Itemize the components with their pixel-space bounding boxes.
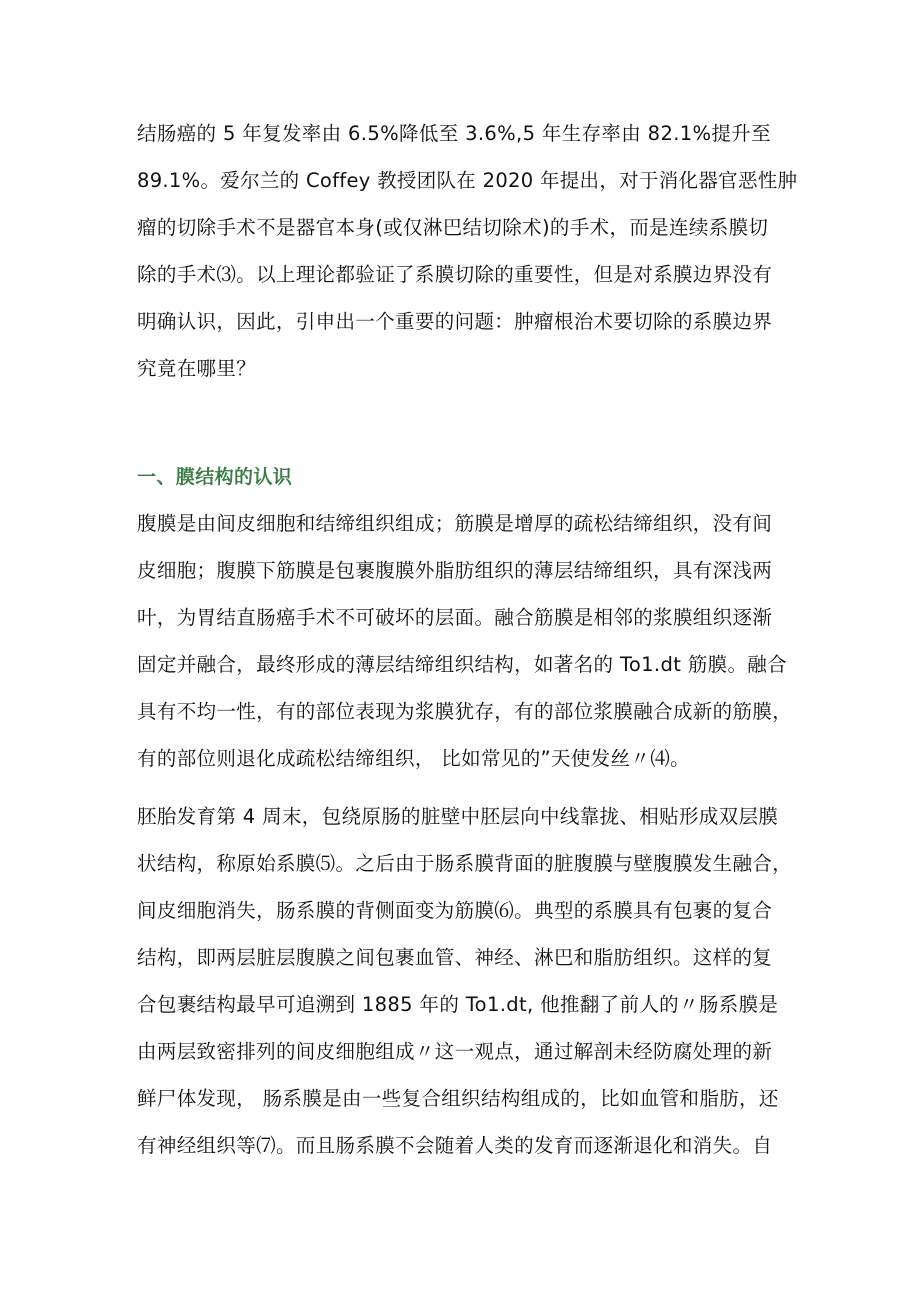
text-line: 鲜尸体发现， 肠系膜是由一些复合组织结构组成的，比如血管和脂肪，还 [137,1087,779,1110]
text-line: 固定并融合，最终形成的薄层结缔组织结构，如著名的 To1.dt 筋膜。融合 [137,653,788,676]
text-line: 皮细胞；腹膜下筋膜是包裹腹膜外脂肪组织的薄层结缔组织，具有深浅两 [137,559,773,582]
text-line: 由两层致密排列的间皮细胞组成〃这一观点，通过解剖未经防腐处理的新 [137,1040,773,1063]
paragraph-membrane-definitions [137,500,797,782]
text-line: 明确认识，因此，引申出一个重要的问题：肿瘤根治术要切除的系膜边界 [137,310,773,333]
text-line: 胚胎发育第 4 周末，包绕原肠的脏壁中胚层向中线靠拢、相贴形成双层膜 [137,805,779,828]
text-line: 具有不均一性，有的部位表现为浆膜犹存，有的部位浆膜融合成新的筋膜， [137,700,793,723]
text-line: 瘤的切除手术不是器官本身(或仅淋巴结切除术)的手术，而是连续系膜切 [137,216,769,239]
paragraph-embryology [137,793,797,1169]
text-line: 间皮细胞消失，肠系膜的背侧面变为筋膜⑹。典型的系膜具有包裹的复合 [137,899,773,922]
text-line: 有的部位则退化成疏松结缔组织， 比如常见的”天使发丝〃⑷。 [137,747,690,770]
text-line: 腹膜是由间皮细胞和结缔组织组成；筋膜是增厚的疏松结缔组织，没有间 [137,512,773,535]
text-line: 合包裹结构最早可追溯到 1885 年的 To1.dt, 他推翻了前人的〃肠系膜是 [137,993,779,1016]
text-line: 结构，即两层脏层腹膜之间包裹血管、神经、淋巴和脂肪组织。这样的复 [137,946,773,969]
text-line: 究竟在哪里？ [137,357,257,380]
section-heading: 一、膜结构的认识 [137,466,293,488]
paragraph-intro [137,110,797,392]
text-line: 状结构，称原始系膜⑸。之后由于肠系膜背面的脏腹膜与壁腹膜发生融合， [137,852,793,875]
text-line: 结肠癌的 5 年复发率由 6.5%降低至 3.6%,5 年生存率由 82.1%提升至 [137,122,771,145]
text-line: 叶，为胃结直肠癌手术不可破坏的层面。融合筋膜是相邻的浆膜组织逐渐 [137,606,773,629]
text-line: 有神经组织等⑺。而且肠系膜不会随着人类的发育而逐渐退化和消失。自 [137,1134,773,1157]
text-line: 除的手术⑶。以上理论都验证了系膜切除的重要性，但是对系膜边界没有 [137,263,773,286]
text-line: 89.1%。爱尔兰的 Coffey 教授团队在 2020 年提出，对于消化器官恶性肿 [137,169,798,192]
